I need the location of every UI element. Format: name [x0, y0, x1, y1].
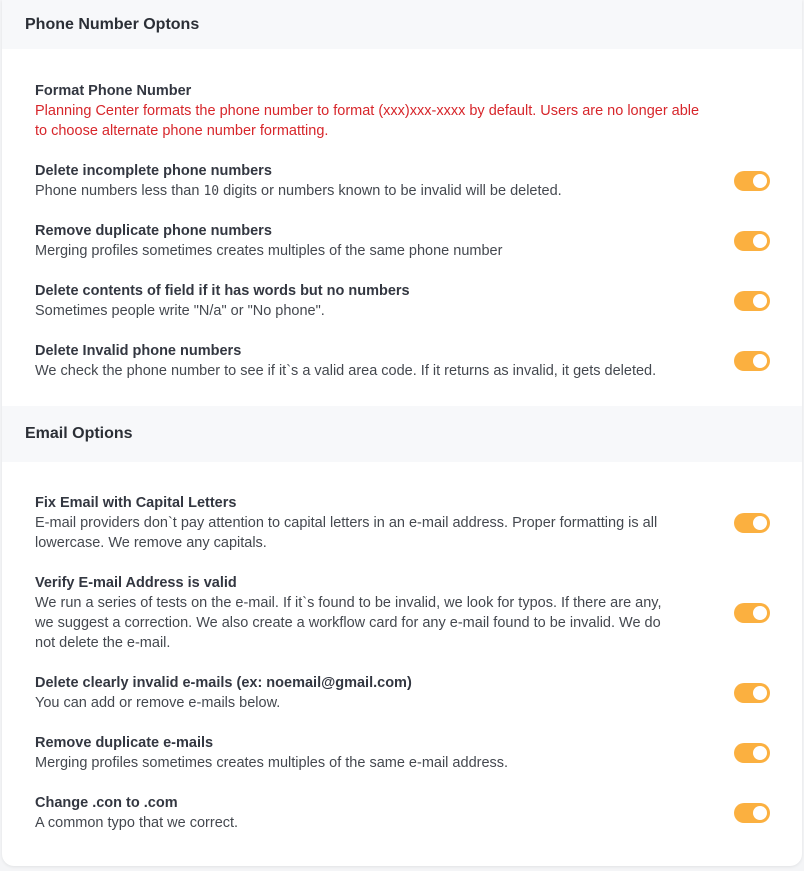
- change-con-to-com-toggle[interactable]: [734, 803, 770, 823]
- change-con-to-com-row: [35, 793, 735, 833]
- remove-duplicate-phone-title: Remove duplicate phone numbers: [35, 223, 272, 239]
- email-section-title: Email Options: [25, 425, 133, 442]
- verify-email-desc-line2: we suggest a correction. We also create a workflow card for any e-mail found to be invalid. We do: [35, 615, 661, 631]
- remove-duplicate-emails-toggle[interactable]: [734, 743, 770, 763]
- toggle-knob: [753, 294, 767, 308]
- fix-email-capitals-toggle[interactable]: [734, 513, 770, 533]
- change-con-to-com-desc: A common typo that we correct.: [35, 815, 239, 831]
- remove-duplicate-phone-desc: Merging profiles sometimes creates multiples of the same phone number: [35, 243, 503, 259]
- verify-email-desc-line3: not delete the e-mail.: [35, 635, 171, 651]
- format-phone-number-row: [35, 81, 735, 141]
- delete-invalid-emails-row: [35, 673, 735, 713]
- phone-section-header: [2, 0, 802, 49]
- toggle-knob: [753, 806, 767, 820]
- remove-duplicate-emails-title: Remove duplicate e-mails: [35, 735, 214, 751]
- delete-invalid-phone-title: Delete Invalid phone numbers: [35, 343, 242, 359]
- fix-email-capitals-desc-line1: E-mail providers don`t pay attention to capital letters in an e-mail address. Proper formatting is all: [35, 515, 658, 531]
- fix-email-capitals-desc-line2: lowercase. We remove any capitals.: [35, 535, 267, 551]
- toggle-knob: [753, 234, 767, 248]
- verify-email-row: [35, 573, 735, 653]
- settings-card: [2, 0, 802, 866]
- delete-incomplete-phone-row: [35, 161, 735, 202]
- delete-invalid-emails-toggle[interactable]: [734, 683, 770, 703]
- toggle-knob: [753, 354, 767, 368]
- delete-words-no-numbers-title: Delete contents of field if it has words but no numbers: [35, 283, 410, 299]
- fix-email-capitals-title: Fix Email with Capital Letters: [35, 495, 237, 511]
- remove-duplicate-phone-row: [35, 221, 735, 261]
- remove-duplicate-phone-toggle[interactable]: [734, 231, 770, 251]
- fix-email-capitals-row: [35, 493, 735, 553]
- verify-email-title: Verify E-mail Address is valid: [35, 575, 237, 591]
- email-section-header: [2, 406, 802, 462]
- remove-duplicate-emails-row: [35, 733, 735, 773]
- toggle-knob: [753, 516, 767, 530]
- delete-invalid-phone-toggle[interactable]: [734, 351, 770, 371]
- delete-invalid-emails-desc: You can add or remove e-mails below.: [35, 695, 281, 711]
- verify-email-desc-line1: We run a series of tests on the e-mail. If it`s found to be invalid, we look for typos. If there are any,: [35, 595, 662, 611]
- delete-incomplete-phone-desc: [35, 181, 735, 202]
- phone-section-title: Phone Number Optons: [25, 15, 200, 33]
- toggle-knob: [753, 174, 767, 188]
- delete-invalid-emails-title: Delete clearly invalid e-mails (ex: noemail@gmail.com): [35, 675, 412, 691]
- format-phone-number-warning-line1: Planning Center formats the phone number to format (xxx)xxx-xxxx by default. Users are no longer able: [35, 103, 700, 119]
- toggle-knob: [753, 606, 767, 620]
- desc-text: Phone numbers less than: [35, 183, 204, 199]
- delete-words-no-numbers-row: [35, 281, 735, 321]
- delete-incomplete-phone-title: Delete incomplete phone numbers: [35, 163, 272, 179]
- delete-invalid-phone-desc: We check the phone number to see if it`s a valid area code. If it returns as invalid, it gets deleted.: [35, 363, 657, 379]
- delete-invalid-phone-row: [35, 341, 735, 381]
- delete-words-no-numbers-desc: Sometimes people write "N/a" or "No phone".: [35, 303, 325, 319]
- delete-words-no-numbers-toggle[interactable]: [734, 291, 770, 311]
- format-phone-number-title: Format Phone Number: [35, 83, 192, 99]
- desc-number: 10: [203, 184, 220, 199]
- toggle-knob: [753, 686, 767, 700]
- toggle-knob: [753, 746, 767, 760]
- verify-email-toggle[interactable]: [734, 603, 770, 623]
- change-con-to-com-title: Change .con to .com: [35, 795, 178, 811]
- format-phone-number-warning-line2: to choose alternate phone number formatting.: [35, 123, 329, 139]
- remove-duplicate-emails-desc: Merging profiles sometimes creates multiples of the same e-mail address.: [35, 755, 509, 771]
- desc-text: digits or numbers known to be invalid will be deleted.: [219, 183, 562, 199]
- delete-incomplete-phone-toggle[interactable]: [734, 171, 770, 191]
